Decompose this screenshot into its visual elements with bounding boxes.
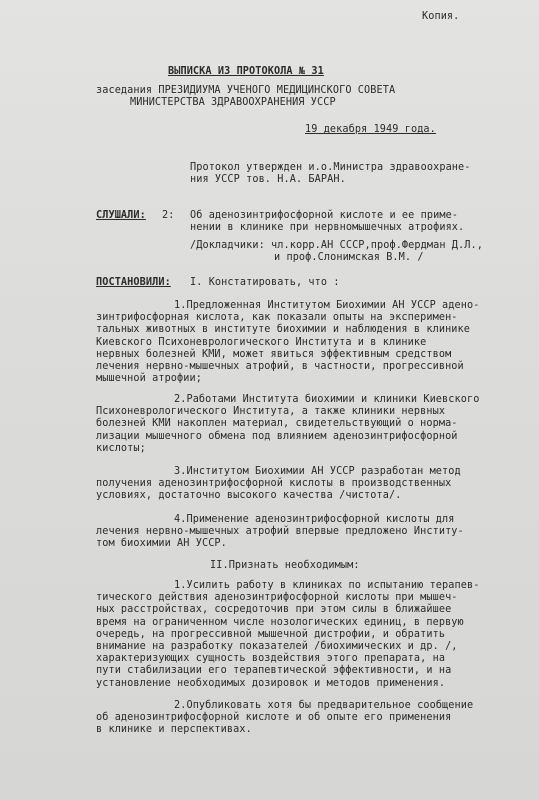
paragraph-line: Психоневрологического Института, а также клиники нервных: [96, 406, 446, 418]
paragraph-line: тического действия аденозинтрифосфорной кислоты при мышеч-: [96, 592, 458, 604]
meeting-date: 19 декабря 1949 года.: [305, 124, 436, 135]
paragraph-line: получения аденозинтрифосфорной кислоты в производственных: [96, 478, 452, 490]
paragraph-line: условиях, достаточно высокого качества /чистота/.: [96, 490, 402, 502]
resolved-section-2: II.Признать необходимым:: [210, 560, 360, 571]
document-title: ВЫПИСКА ИЗ ПРОТОКОЛА № 31: [168, 66, 324, 77]
heard-label: СЛУШАЛИ:: [96, 210, 146, 221]
paragraph-line: ных расстройствах, сосредоточив при этом силы в ближайшее: [96, 604, 452, 616]
resolved-label: ПОСТАНОВИЛИ:: [96, 277, 171, 288]
paragraph-line: 1.Предложенная Институтом Биохимии АН УССР адено-: [174, 300, 480, 311]
paragraph-line: зинтрифосфорная кислота, как показали опыты на эксперимен-: [96, 312, 458, 324]
paragraph-line: лечения нервно-мышечных атрофий, в частности, прогрессивной: [96, 361, 464, 372]
paragraph-line: нервных болезней КМИ, может явиться эффективным средством: [96, 348, 452, 360]
speakers-line: /Докладчики: чл.корр.АН СССР,проф.Фердман Д.Л.,: [190, 240, 483, 251]
paragraph-line: болезней КМИ накоплен материал, свидетельствующий о норма-: [96, 418, 458, 430]
paragraph-line: тальных животных в институте биохимии и наблюдения в клинике: [96, 324, 471, 336]
paragraph-line: 2.Опубликовать хотя бы предварительное сообщение: [174, 700, 474, 711]
paragraph-line: кислоты;: [96, 442, 146, 454]
subtitle-line-1: заседания ПРЕЗИДИУМА УЧЕНОГО МЕДИЦИНСКОГО СОВЕТА: [96, 85, 396, 96]
heard-text-line: нении в клинике при нервномышечных атрофиях.: [190, 222, 465, 233]
paragraph-line: время на ограниченном числе нозологических единиц, в первую: [96, 616, 464, 628]
paragraph-line: Киевского Психоневрологического Института и в клинике: [96, 336, 427, 348]
paragraph-line: 3.Институтом Биохимии АН УССР разработан метод: [174, 466, 461, 477]
paragraph-line: лечения нервно-мышечных атрофий впервые предложено Институ-: [96, 526, 464, 538]
paragraph-line: лизации мышечного обмена под влиянием аденозинтрифосфорной: [96, 430, 458, 442]
heard-text-line: Об аденозинтрифосфорной кислоте и ее приме-: [190, 210, 459, 221]
paragraph-line: том биохимии АН УССР.: [96, 538, 227, 550]
resolved-section-1: I. Констатировать, что :: [190, 277, 340, 288]
approval-line: ния УССР тов. Н.А. БАРАН.: [190, 174, 346, 185]
paragraph-line: пути стабилизации его терапевтической эффективности, и на: [96, 665, 452, 677]
speakers-line: и проф.Слонимская В.М. /: [274, 252, 424, 263]
paragraph-line: характеризующих сущность воздействия этого препарата, на: [96, 653, 446, 665]
paragraph-line: мышечной атрофии;: [96, 373, 202, 385]
approval-line: Протокол утвержден и.о.Министра здравоохране-: [190, 162, 471, 173]
heard-number: 2:: [162, 210, 175, 221]
paragraph-line: очередь, на прогрессивной мышечной дистрофии, и обратить: [96, 628, 446, 640]
paragraph-line: установление необходимых дозировок и методов применения.: [96, 677, 446, 689]
copy-mark: Копия.: [422, 11, 460, 22]
subtitle-line-2: МИНИСТЕРСТВА ЗДРАВООХРАНЕНИЯ УССР: [130, 97, 336, 108]
paragraph-line: в клинике и перспективах.: [96, 724, 252, 736]
paragraph-line: 1.Усилить работу в клиниках по испытанию терапев-: [174, 580, 480, 591]
paragraph-line: 4.Применение аденозинтрифосфорной кислоты для: [174, 514, 455, 525]
paragraph-line: об аденозинтрифосфорной кислоте и об опыте его применения: [96, 712, 452, 724]
paragraph-line: 2.Работами Института биохимии и клиники Киевского: [174, 394, 480, 405]
paragraph-line: внимание на разработку показателей /биохимических и др. /,: [96, 641, 458, 652]
